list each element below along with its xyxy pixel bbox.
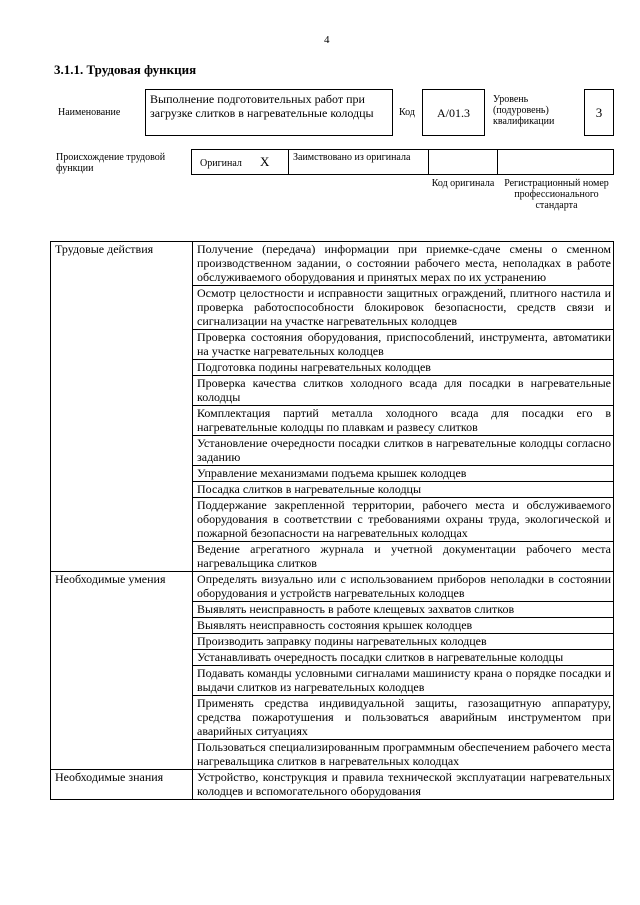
section-title-cell: Необходимые умения [51, 572, 193, 770]
registration-number-caption: Регистрационный номер профессионального стандарта [504, 178, 609, 211]
table-row [51, 572, 614, 602]
section-item-cell: Определять визуально или с использованием приборов неполадки в состоянии оборудования и устройств нагревательных колодцев [193, 572, 614, 602]
section-item-cell: Применять средства индивидуальной защиты, газозащитную аппаратуру, средства пожаротушения и пользоваться аварийным инструментом при аварийных ситуациях [193, 696, 614, 740]
name-label: Наименование [58, 107, 121, 118]
section-title-cell: Необходимые знания [51, 770, 193, 800]
original-code-cell [428, 149, 498, 175]
qualification-level-field: 3 [584, 89, 614, 136]
section-item-cell: Производить заправку подины нагревательных колодцев [193, 634, 614, 650]
registration-number-cell [497, 149, 614, 175]
borrowed-cell: Заимствовано из оригинала [288, 149, 429, 175]
table-row [51, 770, 614, 800]
section-item-cell: Проверка состояния оборудования, приспособлений, инструмента, автоматики на участке нагревательных колодцев [193, 330, 614, 360]
section-item-cell: Выявлять неисправность в работе клещевых захватов слитков [193, 602, 614, 618]
section-item-cell: Выявлять неисправность состояния крышек колодцев [193, 618, 614, 634]
section-item-cell: Ведение агрегатного журнала и учетной документации рабочего места нагревальщика слитков [193, 542, 614, 572]
original-code-caption: Код оригинала [431, 178, 495, 189]
section-item-cell: Получение (передача) информации при приемке-сдаче смены о сменном производственном задании, о состоянии рабочего места, неполадках в работе обслуживаемого оборудования и принятых мерах по их устранению [193, 242, 614, 286]
original-label: Оригинал [200, 158, 242, 169]
section-title-cell: Трудовые действия [51, 242, 193, 572]
section-item-cell: Поддержание закрепленной территории, рабочего места и обслуживаемого оборудования в соответствии с требованиями охраны труда, экологической и пожарной безопасности на нагревательных колодцах [193, 498, 614, 542]
section-item-cell: Устанавливать очередность посадки слитков в нагревательные колодцы [193, 650, 614, 666]
section-item-cell: Проверка качества слитков холодного всада для посадки в нагревательные колодцы [193, 376, 614, 406]
section-item-cell: Подавать команды условными сигналами машинисту крана о порядке посадки и выдачи слитков из нагревательных колодцев [193, 666, 614, 696]
qualification-level-label: Уровень (подуровень) квалификации [493, 94, 555, 127]
section-item-cell: Установление очередности посадки слитков в нагревательные колодцы согласно заданию [193, 436, 614, 466]
original-cell [191, 149, 289, 175]
code-label: Код [399, 107, 415, 118]
section-item-cell: Управление механизмами подъема крышек колодцев [193, 466, 614, 482]
function-name-field: Выполнение подготовительных работ при загрузке слитков в нагревательные колодцы [145, 89, 393, 136]
section-item-cell: Осмотр целостности и исправности защитных ограждений, плитного настила и проверка работоспособности блокировок безопасности, средств связи и сигнализации на участке нагревательных колодцев [193, 286, 614, 330]
section-item-cell: Посадка слитков в нагревательные колодцы [193, 482, 614, 498]
section-title: 3.1.1. Трудовая функция [54, 62, 197, 77]
function-details-table [50, 241, 614, 800]
section-item-cell: Пользоваться специализированным программным обеспечением рабочего места нагревальщика слитков в нагревательных колодцах [193, 740, 614, 770]
section-item-cell: Комплектация партий металла холодного всада для посадки его в нагревательные колодцы по плавкам и развесу слитков [193, 406, 614, 436]
table-row [51, 242, 614, 286]
section-item-cell: Устройство, конструкция и правила технической эксплуатации нагревательных колодцев и вспомогательного оборудования [193, 770, 614, 800]
page-number: 4 [324, 34, 330, 46]
origin-label: Происхождение трудовой функции [56, 152, 166, 174]
section-item-cell: Подготовка подины нагревательных колодцев [193, 360, 614, 376]
function-code-field: А/01.3 [422, 89, 485, 136]
original-mark: Х [260, 154, 270, 169]
